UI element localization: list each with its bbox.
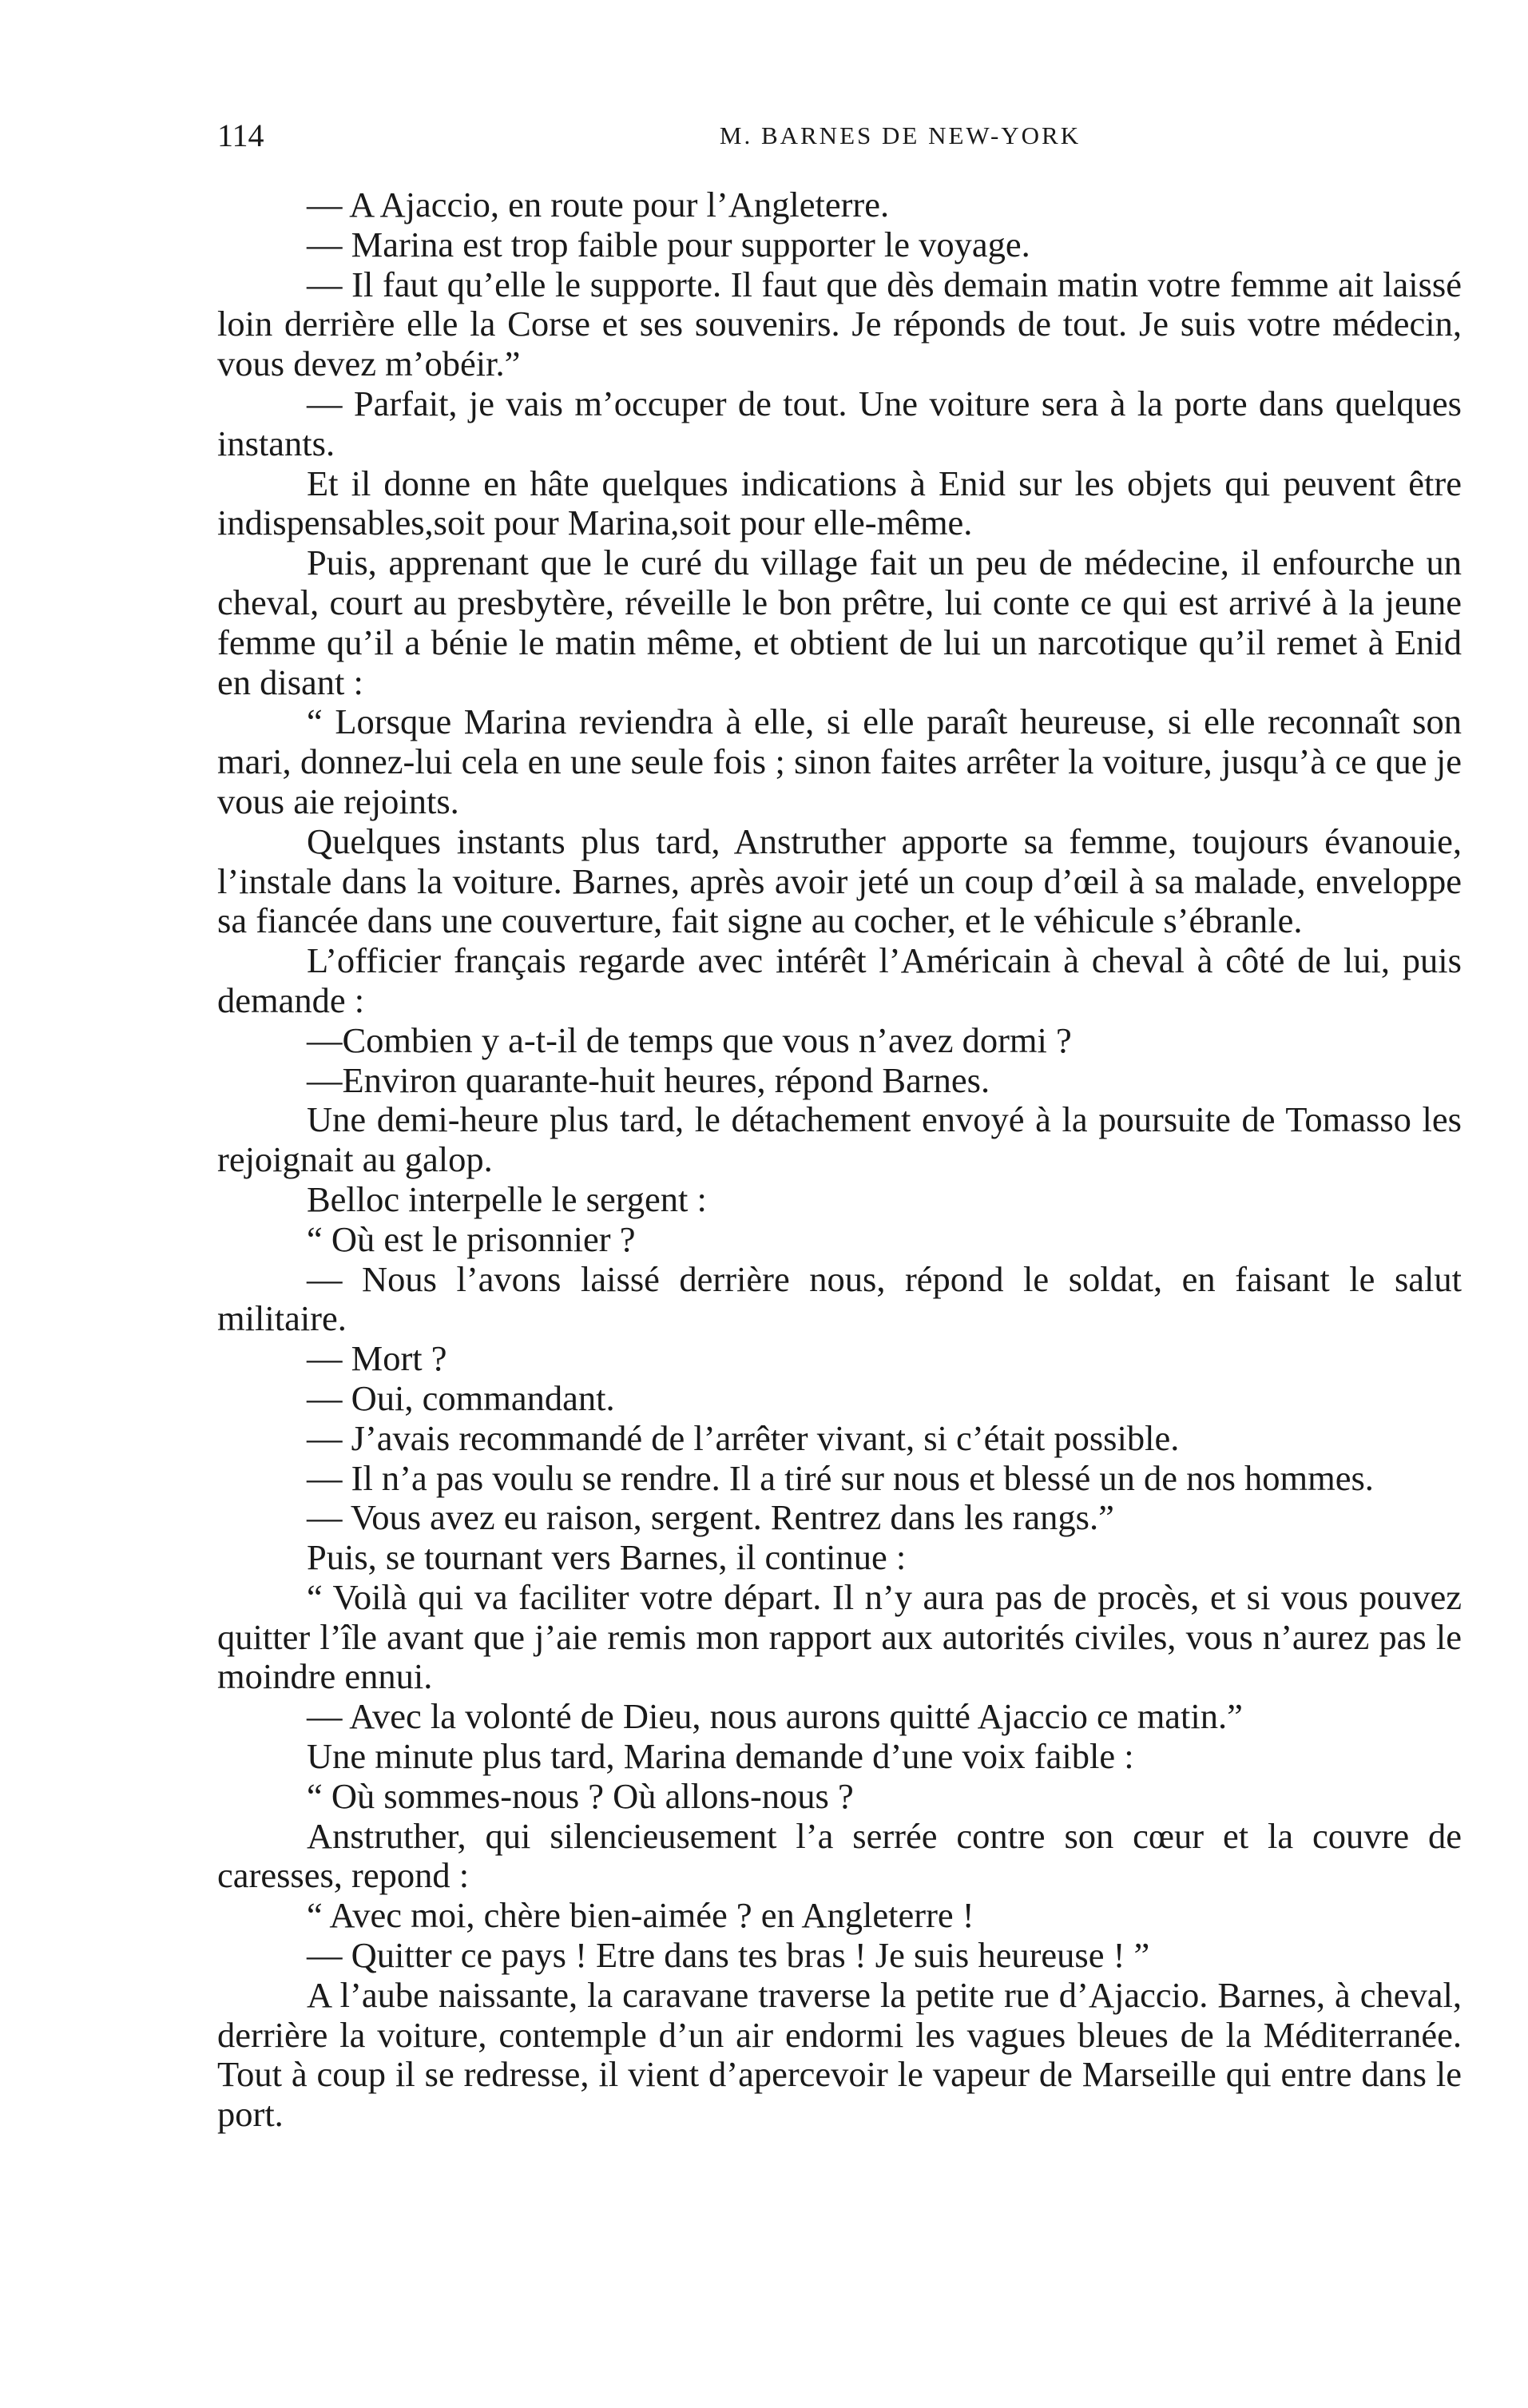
- paragraph: — Quitter ce pays ! Etre dans tes bras ! Je suis heureuse ! ”: [307, 1935, 1150, 1976]
- paragraph: — A Ajaccio, en route pour l’Angleterre.: [307, 185, 890, 225]
- body-text: [217, 185, 1462, 2135]
- paragraph: — Nous l’avons laissé derrière nous, répond le soldat, en faisant le salut militaire.: [217, 1258, 1462, 1339]
- page-header: [217, 112, 1463, 160]
- paragraph: —Environ quarante-huit heures, répond Barnes.: [307, 1059, 990, 1100]
- paragraph: — Oui, commandant.: [307, 1377, 615, 1418]
- paragraph: L’officier français regarde avec intérêt l’Américain à cheval à côté de lui, puis demande :: [217, 940, 1462, 1020]
- paragraph: — Vous avez eu raison, sergent. Rentrez dans les rangs.”: [307, 1497, 1114, 1538]
- paragraph: “ Où est le prisonnier ?: [307, 1218, 636, 1259]
- paragraph: “ Lorsque Marina reviendra à elle, si elle paraît heureuse, si elle reconnaît son mari, donnez-lui cela en une seule fois ; sinon faites arrêter la voiture, jusqu’à ce que je vous aie rejoints.: [217, 701, 1462, 821]
- paragraph: “ Où sommes-nous ? Où allons-nous ?: [307, 1775, 854, 1816]
- paragraph: Une demi-heure plus tard, le détachement envoyé à la poursuite de Tomasso les rejoignait au galop.: [217, 1099, 1462, 1180]
- paragraph: — Marina est trop faible pour supporter le voyage.: [307, 224, 1030, 264]
- running-title: M. BARNES DE NEW-YORK: [719, 121, 1082, 149]
- paragraph: Anstruther, qui silencieusement l’a serrée contre son cœur et la couvre de caresses, repond :: [217, 1815, 1462, 1896]
- paragraph: — Mort ?: [307, 1338, 447, 1379]
- paragraph: — Il faut qu’elle le supporte. Il faut que dès demain matin votre femme ait laissé loin derrière elle la Corse et ses souvenirs. Je réponds de tout. Je suis votre médecin, vous devez m’obéir.”: [217, 264, 1462, 384]
- paragraph: — Parfait, je vais m’occuper de tout. Une voiture sera à la porte dans quelques instants.: [217, 383, 1462, 463]
- paragraph: Quelques instants plus tard, Anstruther apporte sa femme, toujours évanouie, l’instale dans la voiture. Barnes, après avoir jeté un coup d’œil à sa malade, enveloppe sa fiancée dans une couverture, fait signe au cocher, et le véhicule s’ébranle.: [217, 821, 1462, 941]
- paragraph: “ Avec moi, chère bien-aimée ? en Angleterre !: [307, 1895, 974, 1936]
- paragraph: A l’aube naissante, la caravane traverse la petite rue d’Ajaccio. Barnes, à cheval, derrière la voiture, contemple d’un air endormi les vagues bleues de la Méditerranée. Tout à coup il se redresse, il vient d’apercevoir le vapeur de Marseille qui entre dans le port.: [217, 1974, 1462, 2135]
- paragraph: Belloc interpelle le sergent :: [307, 1178, 707, 1219]
- paragraph: Une minute plus tard, Marina demande d’une voix faible :: [307, 1736, 1134, 1777]
- paragraph: —Combien y a-t-il de temps que vous n’avez dormi ?: [307, 1019, 1072, 1060]
- paragraph: Et il donne en hâte quelques indications à Enid sur les objets qui peuvent être indispensables,soit pour Marina,soit pour elle-même.: [217, 463, 1462, 543]
- paragraph: “ Voilà qui va faciliter votre départ. Il n’y aura pas de procès, et si vous pouvez quitter l’île avant que j’aie remis mon rapport aux autorités civiles, vous n’aurez pas le moindre ennui.: [217, 1576, 1462, 1697]
- paragraph: Puis, apprenant que le curé du village fait un peu de médecine, il enfourche un cheval, court au presbytère, réveille le bon prêtre, lui conte ce qui est arrivé à la jeune femme qu’il a bénie le matin même, et obtient de lui un narcotique qu’il remet à Enid en disant :: [217, 542, 1462, 702]
- page-number: 114: [217, 117, 264, 153]
- paragraph: Puis, se tournant vers Barnes, il continue :: [307, 1537, 907, 1578]
- paragraph: — Il n’a pas voulu se rendre. Il a tiré sur nous et blessé un de nos hommes.: [307, 1457, 1374, 1498]
- paragraph: — J’avais recommandé de l’arrêter vivant, si c’était possible.: [307, 1417, 1180, 1458]
- paragraph: — Avec la volonté de Dieu, nous aurons quitté Ajaccio ce matin.”: [307, 1696, 1243, 1737]
